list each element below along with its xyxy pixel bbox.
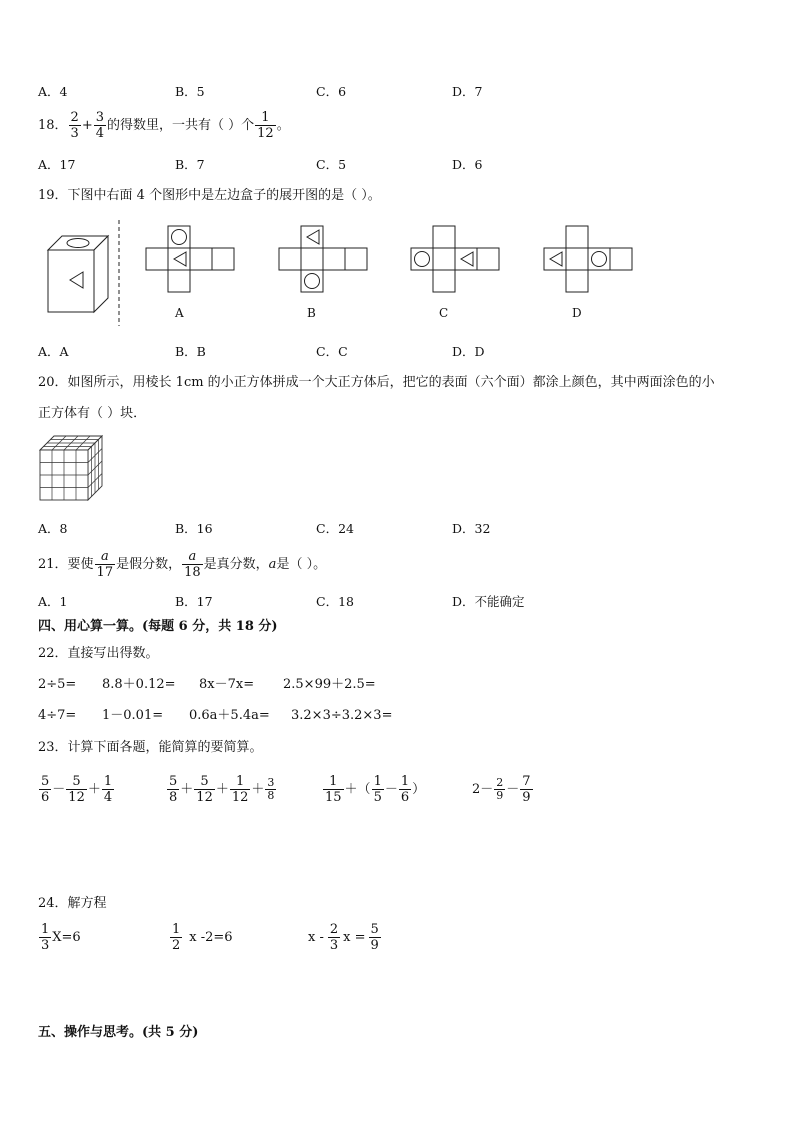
q18-question [38, 110, 290, 141]
section-4-title: 四、用心算一算。(每题 6 分，共 18 分) [38, 619, 278, 634]
equation-rest: X=6 [52, 929, 81, 945]
operator: ＋ [251, 781, 265, 797]
q23-expression-3 [322, 774, 425, 805]
denominator: 12 [68, 790, 85, 805]
q18-end: 。 [276, 117, 290, 133]
q23-expression-2 [166, 774, 277, 805]
q24-equation-2 [169, 922, 233, 953]
denominator: 9 [496, 789, 504, 802]
fraction [167, 774, 179, 805]
fraction [494, 777, 505, 802]
q21-question [38, 549, 326, 580]
denominator: 3 [329, 938, 339, 953]
fraction [520, 774, 532, 805]
q20-option-c: C．24 [316, 521, 354, 536]
fraction [194, 774, 215, 805]
operator: ＋（ [344, 781, 371, 797]
numerator: 5 [72, 774, 81, 789]
q21-number: 21．要使 [38, 556, 94, 572]
numerator: 1 [400, 774, 410, 789]
q19-option-c: C．C [316, 344, 348, 359]
numerator: 1 [373, 774, 382, 789]
q21-text-2: 是真分数， [203, 556, 269, 572]
numerator: 5 [370, 922, 379, 937]
denominator: 8 [267, 789, 275, 802]
q19-figure [0, 220, 794, 320]
denominator: 15 [325, 790, 342, 805]
net-label-c: C [439, 306, 449, 320]
net-c [411, 226, 499, 292]
net-label-b: B [307, 306, 316, 320]
fraction [230, 774, 251, 805]
denominator: 4 [95, 126, 105, 141]
q24-question: 24．解方程 [38, 896, 107, 911]
operator: － [506, 781, 520, 797]
q22-item: 4÷7= [38, 708, 77, 723]
equation-pre: x - [308, 929, 324, 945]
q22-item: 2÷5= [38, 677, 77, 692]
q21-text-1: 是假分数， [116, 556, 182, 572]
denominator: 12 [231, 790, 249, 805]
denominator: 9 [370, 938, 379, 953]
net-a [146, 226, 234, 292]
numerator: 1 [103, 774, 113, 789]
numerator: 3 [267, 776, 275, 789]
denominator: 9 [522, 790, 531, 805]
q20-option-a: A．8 [38, 521, 68, 536]
numerator: 5 [169, 774, 178, 789]
q23-expression-4 [472, 774, 534, 805]
q24-equation-3 [308, 922, 382, 953]
equation-mid: x = [343, 929, 366, 945]
operator: ＋ [87, 781, 101, 797]
numerator: a [100, 549, 109, 564]
q19-question: 19．下图中右面 4 个图形中是左边盒子的展开图的是（ ）。 [38, 188, 381, 203]
q22-item: 3.2×3÷3.2×3= [291, 708, 393, 723]
q18-fraction-3 [255, 110, 276, 141]
denominator: 6 [41, 790, 50, 805]
q18-option-c: C．5 [316, 157, 347, 172]
equation-rest: x -2=6 [189, 929, 233, 945]
q22-item: 0.6a＋5.4a= [189, 708, 270, 723]
net-d [544, 226, 632, 292]
net-label-a: A [175, 306, 184, 320]
q22-item: 8x－7x= [199, 677, 255, 692]
fraction [372, 774, 384, 805]
operator: ） [412, 781, 426, 797]
q20-option-d: D．32 [452, 521, 491, 536]
denominator: 12 [196, 790, 213, 805]
q20-question-line1: 20．如图所示，用棱长 1cm 的小正方体拼成一个大正方体后，把它的表面（六个面）都涂上颜色，其中两面涂色的小 [38, 375, 715, 390]
denominator: 4 [103, 790, 113, 805]
numerator: 5 [200, 774, 209, 789]
q21-option-d: D．不能确定 [452, 594, 525, 609]
q18-fraction-2 [94, 110, 106, 141]
q18-fraction-1 [69, 110, 81, 141]
section-5-title: 五、操作与思考。(共 5 分) [38, 1025, 199, 1040]
q21-text-3: 是（ ）。 [276, 556, 327, 572]
fraction [102, 774, 114, 805]
cube-box-figure [48, 236, 108, 312]
q17-option-c: C．6 [316, 84, 347, 99]
fraction [39, 774, 51, 805]
q19-option-b: B．B [175, 344, 206, 359]
fraction [66, 774, 87, 805]
q19-option-d: D．D [452, 344, 485, 359]
fraction [265, 777, 276, 802]
fraction [328, 922, 340, 953]
numerator: 5 [41, 774, 50, 789]
numerator: 1 [261, 110, 270, 125]
q23-question: 23．计算下面各题，能简算的要简算。 [38, 740, 263, 755]
q18-number: 18． [38, 117, 68, 133]
operator: ＋ [180, 781, 194, 797]
plus-sign: + [81, 117, 93, 133]
fraction [369, 922, 381, 953]
denominator: 3 [70, 126, 79, 141]
q23-expression-1 [38, 774, 115, 805]
fraction [170, 922, 182, 953]
numerator: 7 [522, 774, 531, 789]
fraction [399, 774, 411, 805]
numerator: a [188, 549, 197, 564]
cube-4x4-figure [40, 436, 110, 506]
q18-text: 的得数里，一共有（ ）个 [107, 117, 255, 133]
denominator: 3 [41, 938, 50, 953]
q22-item: 8.8＋0.12= [102, 677, 176, 692]
denominator: 5 [373, 790, 382, 805]
q21-variable: a [268, 556, 277, 572]
numerator: 1 [172, 922, 181, 937]
q21-fraction-1 [95, 549, 116, 580]
denominator: 18 [184, 565, 201, 580]
q22-item: 1－0.01= [102, 708, 164, 723]
net-b [279, 226, 367, 292]
numerator: 3 [95, 110, 105, 125]
q20-option-b: B．16 [175, 521, 213, 536]
q17-option-b: B．5 [175, 84, 205, 99]
net-label-d: D [572, 306, 582, 320]
operator: － [52, 781, 66, 797]
denominator: 2 [172, 938, 181, 953]
q21-option-a: A．1 [38, 594, 68, 609]
numerator: 2 [496, 776, 504, 789]
q17-option-a: A．4 [38, 84, 68, 99]
q21-fraction-2 [182, 549, 203, 580]
numerator: 1 [41, 922, 50, 937]
q22-question: 22．直接写出得数。 [38, 646, 159, 661]
operator: ＋ [215, 781, 229, 797]
q19-option-a: A．A [38, 344, 69, 359]
q18-option-a: A．17 [38, 157, 76, 172]
q17-option-d: D．7 [452, 84, 483, 99]
q22-item: 2.5×99＋2.5= [283, 677, 376, 692]
q24-equation-1 [38, 922, 81, 953]
denominator: 12 [257, 126, 274, 141]
q21-option-c: C．18 [316, 594, 354, 609]
denominator: 17 [96, 565, 114, 580]
fraction [39, 922, 51, 953]
operator: 2－ [472, 781, 494, 797]
numerator: 2 [70, 110, 79, 125]
q18-option-d: D．6 [452, 157, 483, 172]
numerator: 2 [329, 922, 339, 937]
q20-question-line2: 正方体有（ ）块． [38, 406, 147, 421]
q21-option-b: B．17 [175, 594, 213, 609]
numerator: 1 [235, 774, 245, 789]
fraction [323, 774, 344, 805]
numerator: 1 [329, 774, 338, 789]
denominator: 6 [400, 790, 410, 805]
operator: － [384, 781, 398, 797]
q18-option-b: B．7 [175, 157, 205, 172]
denominator: 8 [169, 790, 178, 805]
